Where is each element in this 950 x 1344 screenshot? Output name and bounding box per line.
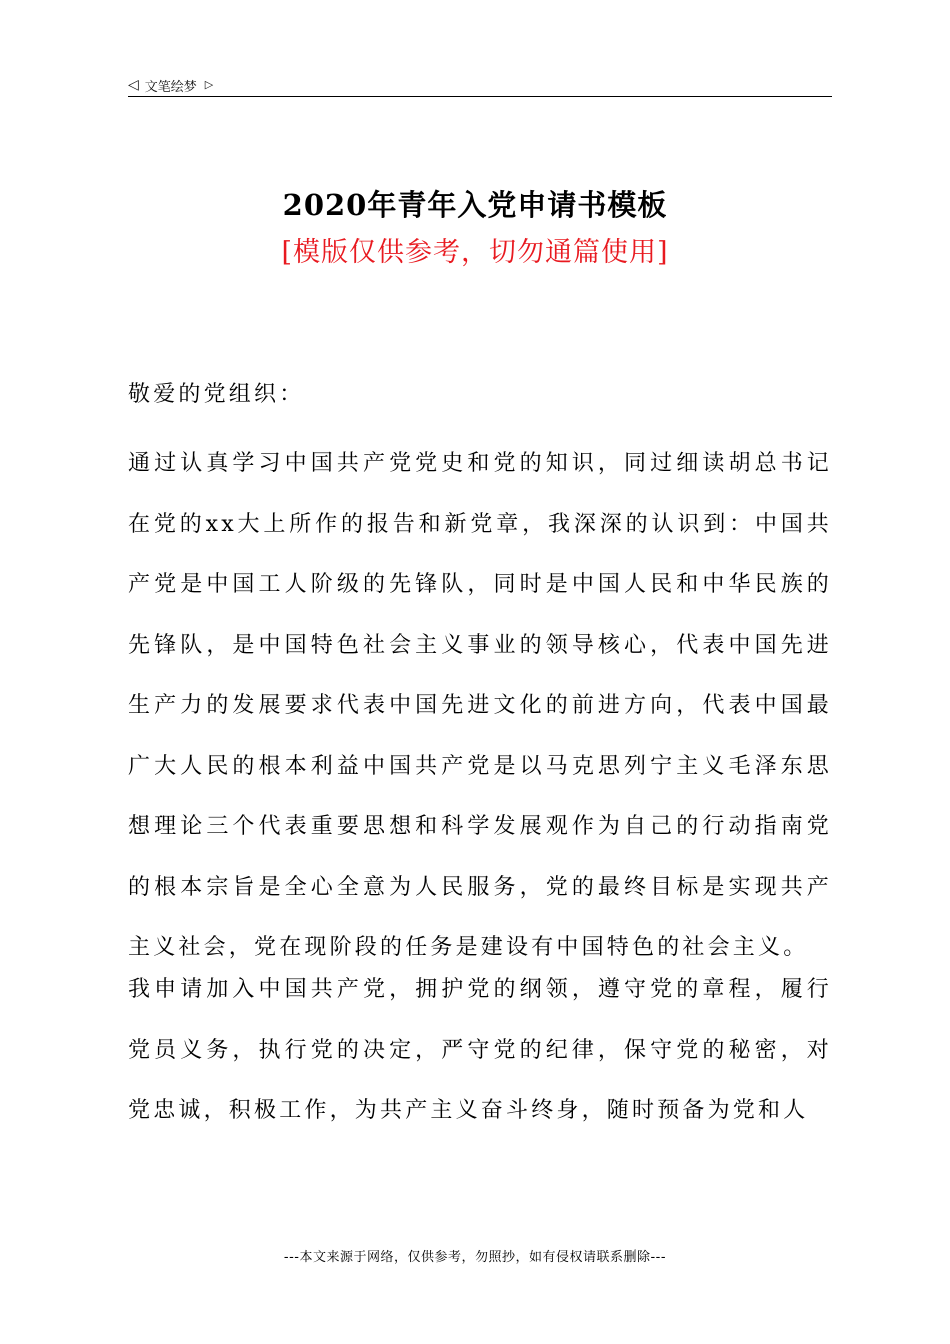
- triangle-right-icon: ▷: [204, 78, 214, 91]
- paragraph-2: 我申请加入中国共产党，拥护党的纲领，遵守党的章程，履行党员义务，执行党的决定，严守党的纪律，保守党的秘密，对党忠诚，积极工作，为共产主义奋斗终身，随时预备为党和人: [128, 977, 832, 1123]
- triangle-left-icon: ◁: [128, 77, 139, 93]
- page-header: [128, 74, 832, 96]
- header-brand: 文笔绘梦: [144, 79, 197, 95]
- document-subtitle: [模版仅供参考，切勿通篇使用]: [281, 237, 669, 268]
- paragraph-1: 通过认真学习中国共产党党史和党的知识，同过细读胡总书记在党的xx大上所作的报告和新党章，我深深的认识到：中国共产党是中国工人阶级的先锋队，同时是中国人民和中华民族的先锋队，是中国特色社会主义事业的领导核心，代表中国先进生产力的发展要求代表中国先进文化的前进方向，代表中国最广大人民的根本利益中国共产党是以马克思列宁主义毛泽东思想理论三个代表重要思想和科学发展观作为自己的行动指南党的根本宗旨是全心全意为人民服务，党的最终目标是实现共产主义社会，党在现阶段的任务是建设有中国特色的社会主义。: [128, 451, 832, 960]
- salutation: 敬爱的党组织：: [128, 382, 305, 407]
- header-rule: [128, 96, 832, 97]
- page-footer: ---本文来源于网络，仅供参考，勿照抄，如有侵权请联系删除---: [283, 1250, 667, 1265]
- document-title: 2020年青年入党申请书模板: [282, 188, 668, 222]
